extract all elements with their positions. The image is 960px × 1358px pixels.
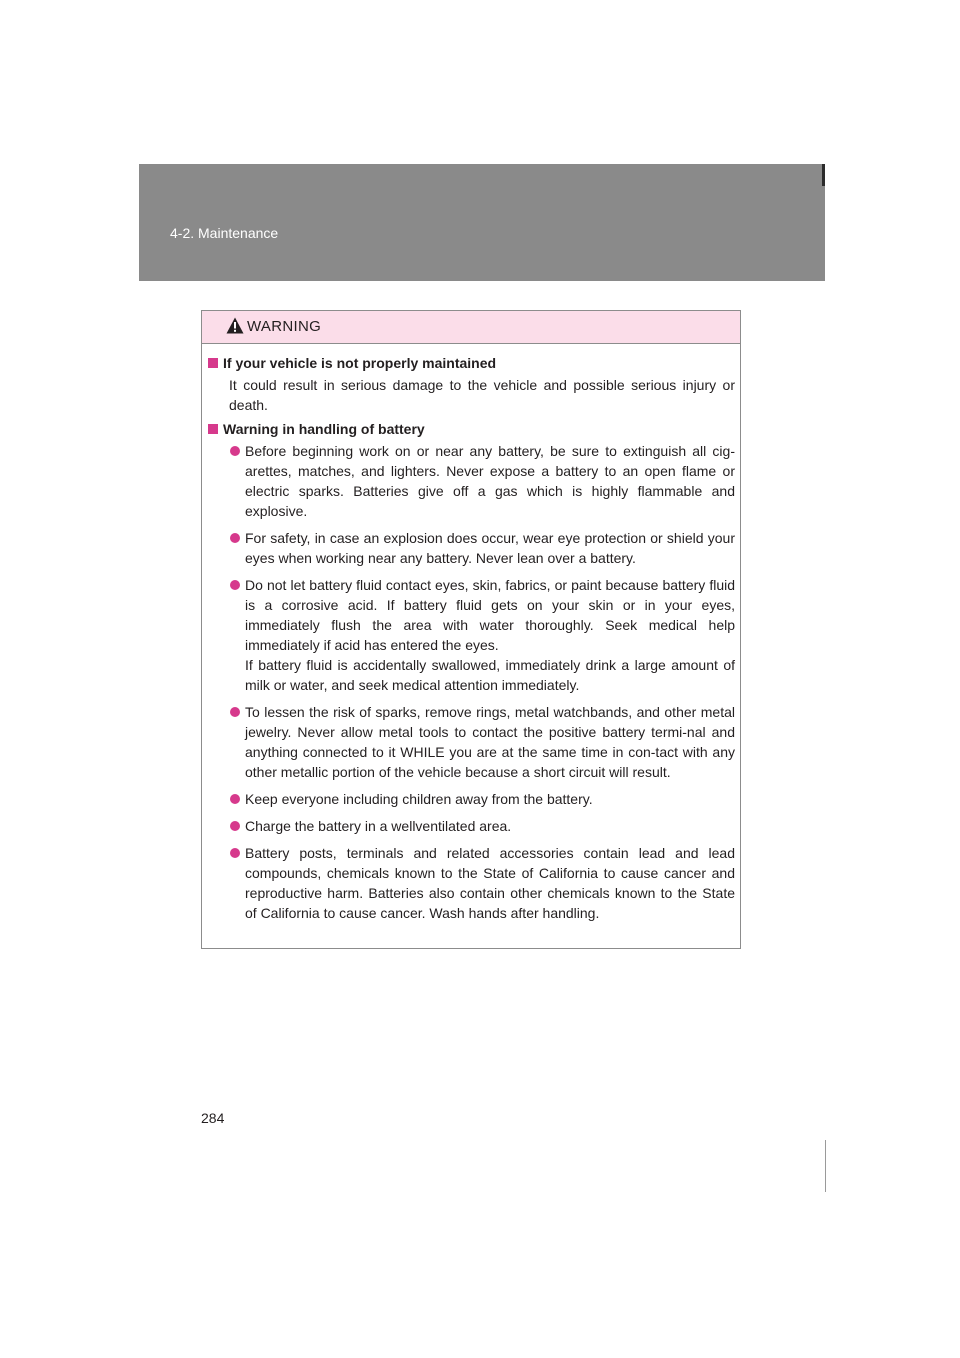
- page-number: 284: [201, 1110, 225, 1126]
- header-tick-mark: [822, 164, 825, 186]
- list-item: Do not let battery fluid contact eyes, skin, fabrics, or paint because battery fluid is a corrosive acid. If battery fluid gets on your skin or in your eyes, immediately flush the area with water thoroughly. Seek medical help immediately if acid has entered the eyes. If battery fluid is accidentally swallowed, immediately drink a large amount of milk or water, and seek medical attention immediately.: [208, 575, 735, 695]
- section-heading: Warning in handling of battery: [208, 419, 735, 439]
- list-item: For safety, in case an explosion does occur, wear eye protection or shield your eyes when working near any battery. Never lean over a battery.: [208, 528, 735, 568]
- margin-rule: [825, 1140, 826, 1192]
- warning-box: [201, 310, 741, 949]
- list-item: Charge the battery in a wellventilated area.: [208, 816, 735, 836]
- section-heading: If your vehicle is not properly maintained: [208, 353, 735, 373]
- section-header-band: [139, 164, 825, 281]
- warning-label: WARNING: [247, 318, 322, 335]
- square-bullet-icon: [208, 358, 218, 368]
- circle-bullet-icon: [230, 533, 240, 543]
- list-item: Before beginning work on or near any battery, be sure to extinguish all cig-arettes, matches, and lighters. Never expose a battery to an open flame or electric sparks. Batteries give off a gas which is highly flammable and explosive.: [208, 441, 735, 521]
- circle-bullet-icon: [230, 446, 240, 456]
- list-item: Keep everyone including children away from the battery.: [208, 789, 735, 809]
- section-title: 4-2. Maintenance: [170, 225, 279, 241]
- square-bullet-icon: [208, 424, 218, 434]
- list-item: Battery posts, terminals and related accessories contain lead and lead compounds, chemicals known to the State of California to cause cancer and reproductive harm. Batteries also contain other chemicals known to the State of California to cause cancer. Wash hands after handling.: [208, 843, 735, 923]
- circle-bullet-icon: [230, 580, 240, 590]
- circle-bullet-icon: [230, 821, 240, 831]
- circle-bullet-icon: [230, 848, 240, 858]
- warning-body: [202, 344, 740, 923]
- warning-header: [202, 311, 740, 344]
- warning-triangle-icon: [226, 317, 244, 334]
- warning-bullet-list: [208, 441, 735, 923]
- section-paragraph: It could result in serious damage to the vehicle and possible serious injury or death.: [229, 377, 735, 413]
- list-item: To lessen the risk of sparks, remove rings, metal watchbands, and other metal jewelry. Never allow metal tools to contact the positive battery termi-nal and anything connected to it WHILE you are at the same time in con-tact with any other metallic portion of the vehicle because a short circuit will result.: [208, 702, 735, 782]
- circle-bullet-icon: [230, 707, 240, 717]
- circle-bullet-icon: [230, 794, 240, 804]
